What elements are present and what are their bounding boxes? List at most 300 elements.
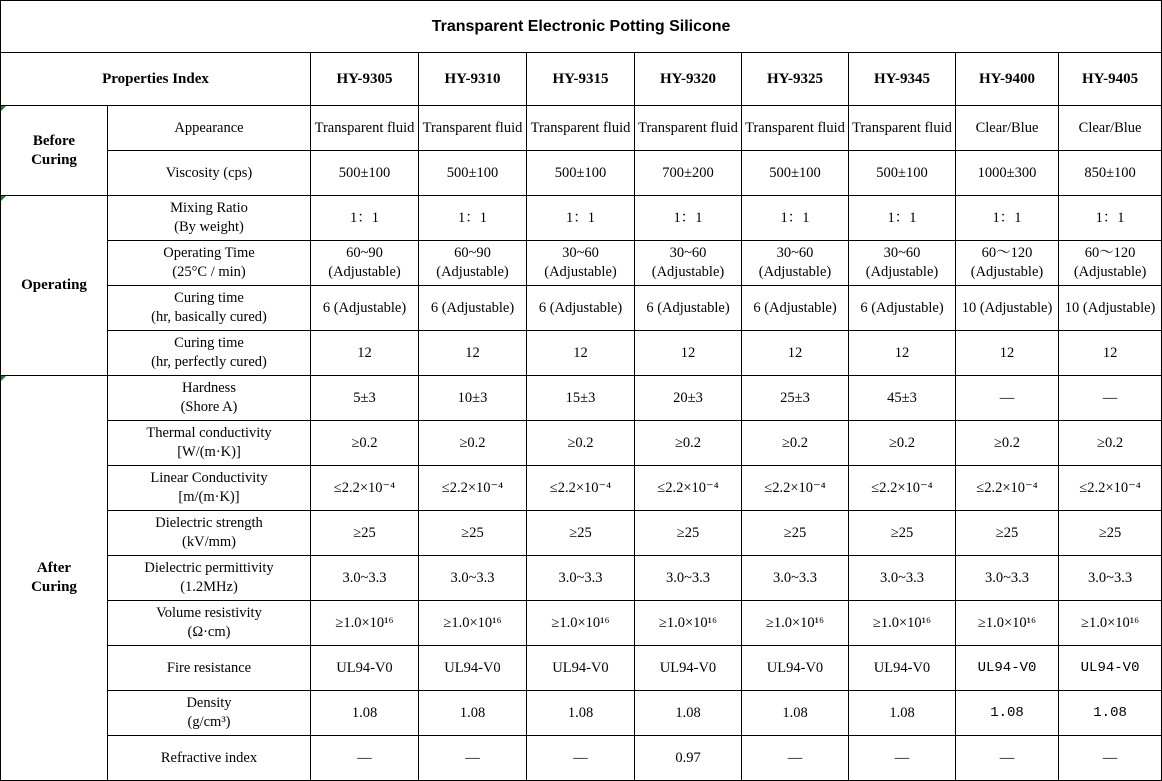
value-cell	[527, 556, 635, 601]
value-text: 500±100	[446, 164, 499, 181]
value-text: 850±100	[1084, 164, 1136, 181]
table-row	[1, 196, 1162, 241]
value-cell	[419, 331, 527, 376]
property-name: Operating Time	[163, 245, 255, 261]
value-text: ≥0.2	[1097, 434, 1124, 451]
property-label	[108, 106, 311, 151]
value-text: 1.08	[990, 704, 1024, 721]
property-name: Curing time	[174, 290, 244, 306]
property-name: Viscosity (cps)	[165, 164, 253, 181]
value-text: 500±100	[338, 164, 391, 181]
model-header: HY-9405	[1059, 53, 1162, 106]
value-text: —	[999, 749, 1015, 766]
value-text: 3.0~3.3	[772, 569, 818, 586]
value-text: (Adjustable)	[328, 264, 401, 280]
section-label: Before Curing	[1, 106, 108, 196]
value-cell	[527, 601, 635, 646]
value-text: 6 (Adjustable)	[753, 299, 837, 316]
value-cell	[849, 646, 956, 691]
property-label	[108, 511, 311, 556]
value-cell	[849, 421, 956, 466]
value-cell	[527, 241, 635, 286]
value-text: 3.0~3.3	[879, 569, 925, 586]
value-cell	[956, 106, 1059, 151]
value-text: 12	[894, 344, 910, 361]
header-row	[1, 53, 1162, 106]
value-cell	[419, 556, 527, 601]
value-text: 12	[357, 344, 372, 361]
value-cell	[311, 556, 419, 601]
value-cell	[635, 601, 742, 646]
value-text: 3.0~3.3	[558, 569, 603, 586]
value-cell	[527, 466, 635, 511]
value-text: ≥1.0×10¹⁶	[977, 614, 1037, 631]
value-cell	[419, 421, 527, 466]
value-cell	[956, 376, 1059, 421]
value-cell	[311, 646, 419, 691]
value-cell	[311, 286, 419, 331]
table-row	[1, 691, 1162, 736]
value-cell	[311, 466, 419, 511]
value-text: ≥25	[1098, 524, 1122, 541]
value-cell	[849, 511, 956, 556]
value-text: UL94-V0	[766, 659, 824, 676]
value-text: 60～120	[981, 245, 1033, 261]
value-text: Clear/Blue	[975, 119, 1039, 136]
value-cell	[635, 331, 742, 376]
property-name: Mixing Ratio	[170, 200, 248, 216]
value-cell	[311, 511, 419, 556]
value-cell	[956, 511, 1059, 556]
value-cell	[419, 376, 527, 421]
value-text: ≥1.0×10¹⁶	[551, 614, 610, 631]
value-cell	[635, 511, 742, 556]
value-text: —	[573, 749, 588, 766]
value-cell	[527, 331, 635, 376]
value-cell	[1059, 601, 1162, 646]
value-cell	[849, 331, 956, 376]
value-text: ≥25	[783, 524, 807, 541]
property-unit: [W/(m·K)]	[177, 444, 241, 460]
table-row	[1, 601, 1162, 646]
value-text: —	[357, 749, 372, 766]
property-label	[108, 376, 311, 421]
value-text: UL94-V0	[873, 659, 931, 676]
value-text: UL94-V0	[552, 659, 609, 676]
value-text: 60~90	[346, 245, 383, 261]
value-text: ≥1.0×10¹⁶	[765, 614, 825, 631]
value-text: 6 (Adjustable)	[860, 299, 944, 316]
model-header: HY-9320	[635, 53, 742, 106]
value-cell	[419, 691, 527, 736]
value-cell	[742, 151, 849, 196]
model-header: HY-9305	[311, 53, 419, 106]
value-text: 0.97	[675, 749, 701, 766]
value-cell	[635, 151, 742, 196]
value-cell	[635, 196, 742, 241]
value-text: —	[1102, 749, 1118, 766]
value-cell	[419, 601, 527, 646]
table-row	[1, 331, 1162, 376]
value-text: UL94-V0	[1080, 659, 1140, 676]
value-cell	[419, 736, 527, 781]
value-cell	[849, 241, 956, 286]
value-cell	[419, 646, 527, 691]
value-text: ≤2.2×10⁻⁴	[764, 479, 826, 496]
value-text: ≥1.0×10¹⁶	[443, 614, 502, 631]
value-text: 10 (Adjustable)	[961, 299, 1053, 316]
value-text: —	[894, 749, 910, 766]
value-text: 5±3	[353, 389, 376, 406]
value-text: 1：1	[887, 209, 917, 226]
value-cell	[1059, 331, 1162, 376]
value-cell	[311, 106, 419, 151]
value-text: —	[999, 389, 1015, 406]
value-cell	[849, 691, 956, 736]
value-text: (Adjustable)	[544, 264, 617, 280]
value-text: 6 (Adjustable)	[538, 299, 623, 316]
value-cell	[956, 736, 1059, 781]
value-text: 1.08	[459, 704, 486, 721]
property-name: Thermal conductivity	[146, 425, 272, 441]
table-row	[1, 556, 1162, 601]
value-text: 1.08	[675, 704, 701, 721]
value-cell	[419, 241, 527, 286]
value-text: 10±3	[457, 389, 488, 406]
value-cell	[419, 196, 527, 241]
value-text: 1.08	[782, 704, 808, 721]
value-text: (Adjustable)	[1073, 264, 1147, 280]
value-cell	[419, 151, 527, 196]
value-cell	[742, 556, 849, 601]
value-text: Transparent fluid	[745, 119, 845, 136]
value-cell	[527, 736, 635, 781]
value-text: ≥1.0×10¹⁶	[658, 614, 718, 631]
value-cell	[1059, 691, 1162, 736]
model-header: HY-9345	[849, 53, 956, 106]
value-cell	[849, 151, 956, 196]
value-cell	[527, 376, 635, 421]
value-text: ≥25	[890, 524, 914, 541]
value-text: 25±3	[780, 389, 810, 406]
value-cell	[956, 691, 1059, 736]
value-cell	[311, 241, 419, 286]
value-text: (Adjustable)	[865, 264, 939, 280]
value-text: 1000±300	[977, 164, 1037, 181]
value-cell	[635, 736, 742, 781]
table-row	[1, 511, 1162, 556]
table-row	[1, 466, 1162, 511]
property-label	[108, 646, 311, 691]
model-header: HY-9315	[527, 53, 635, 106]
value-text: 1：1	[992, 209, 1022, 226]
value-text: ≥1.0×10¹⁶	[1080, 614, 1140, 631]
value-text: UL94-V0	[659, 659, 717, 676]
value-cell	[1059, 511, 1162, 556]
value-cell	[419, 511, 527, 556]
table-row	[1, 106, 1162, 151]
value-text: ≥25	[461, 524, 484, 541]
table-row	[1, 646, 1162, 691]
property-name: Fire resistance	[166, 659, 252, 676]
value-cell	[527, 421, 635, 466]
value-cell	[742, 286, 849, 331]
property-unit: (Shore A)	[180, 399, 238, 415]
value-cell	[849, 376, 956, 421]
value-cell	[419, 466, 527, 511]
value-cell	[956, 601, 1059, 646]
property-label	[108, 556, 311, 601]
value-cell	[849, 556, 956, 601]
table-row	[1, 151, 1162, 196]
value-cell	[956, 286, 1059, 331]
value-text: (Adjustable)	[436, 264, 509, 280]
property-unit: (kV/mm)	[182, 534, 236, 550]
value-cell	[1059, 466, 1162, 511]
value-cell	[956, 466, 1059, 511]
section-label: Operating	[1, 196, 108, 376]
value-cell	[742, 466, 849, 511]
table-row	[1, 286, 1162, 331]
value-text: —	[787, 749, 803, 766]
value-cell	[956, 331, 1059, 376]
model-header: HY-9325	[742, 53, 849, 106]
value-cell	[956, 421, 1059, 466]
value-cell	[742, 511, 849, 556]
value-text: (Adjustable)	[970, 264, 1044, 280]
value-text: ≤2.2×10⁻⁴	[871, 479, 933, 496]
value-text: ≤2.2×10⁻⁴	[333, 479, 396, 496]
value-text: 1.08	[351, 704, 378, 721]
value-text: ≥0.2	[888, 434, 916, 451]
value-cell	[956, 241, 1059, 286]
property-name: Appearance	[174, 119, 244, 136]
property-label	[108, 601, 311, 646]
value-cell	[849, 466, 956, 511]
value-cell	[311, 691, 419, 736]
value-text: 10 (Adjustable)	[1064, 299, 1156, 316]
value-text: ≥25	[995, 524, 1019, 541]
property-unit: (By weight)	[174, 219, 244, 235]
model-header: HY-9400	[956, 53, 1059, 106]
value-cell	[527, 511, 635, 556]
property-label	[108, 196, 311, 241]
value-text: 3.0~3.3	[1088, 569, 1133, 586]
value-text: 500±100	[769, 164, 821, 181]
value-cell	[311, 601, 419, 646]
value-cell	[742, 241, 849, 286]
property-unit: (1.2MHz)	[180, 579, 238, 595]
value-cell	[1059, 241, 1162, 286]
value-cell	[311, 331, 419, 376]
properties-index-header: Properties Index	[1, 53, 311, 106]
property-name: Linear Conductivity	[150, 470, 268, 486]
value-text: Clear/Blue	[1078, 119, 1142, 136]
value-text: ≥0.2	[781, 434, 809, 451]
value-text: 15±3	[565, 389, 596, 406]
value-cell	[635, 556, 742, 601]
property-label	[108, 286, 311, 331]
value-text: 3.0~3.3	[984, 569, 1030, 586]
value-cell	[849, 736, 956, 781]
value-cell	[527, 151, 635, 196]
value-text: 45±3	[887, 389, 917, 406]
value-text: Transparent fluid	[530, 119, 631, 136]
value-text: UL94-V0	[336, 659, 393, 676]
value-text: (Adjustable)	[758, 264, 832, 280]
value-text: 500±100	[876, 164, 928, 181]
value-cell	[527, 286, 635, 331]
value-cell	[311, 421, 419, 466]
value-text: 3.0~3.3	[665, 569, 711, 586]
value-cell	[849, 286, 956, 331]
value-cell	[527, 646, 635, 691]
property-unit: [m/(m·K)]	[178, 489, 240, 505]
value-text: UL94-V0	[977, 659, 1037, 676]
value-cell	[956, 556, 1059, 601]
value-text: Transparent fluid	[422, 119, 523, 136]
value-text: ≤2.2×10⁻⁴	[976, 479, 1038, 496]
value-cell	[635, 646, 742, 691]
property-unit: (g/cm³)	[187, 714, 231, 730]
value-text: Transparent fluid	[852, 119, 952, 136]
value-cell	[742, 331, 849, 376]
value-cell	[635, 376, 742, 421]
property-label	[108, 151, 311, 196]
value-cell	[1059, 556, 1162, 601]
value-text: 12	[573, 344, 588, 361]
value-cell	[419, 106, 527, 151]
value-text: ≥0.2	[674, 434, 702, 451]
value-cell	[1059, 736, 1162, 781]
value-text: ≤2.2×10⁻⁴	[549, 479, 612, 496]
value-cell	[956, 646, 1059, 691]
value-cell	[527, 196, 635, 241]
value-cell	[635, 241, 742, 286]
value-cell	[956, 196, 1059, 241]
value-text: ≤2.2×10⁻⁴	[1079, 479, 1141, 496]
property-unit: (Ω·cm)	[187, 624, 231, 640]
value-cell	[311, 196, 419, 241]
property-unit: (hr, basically cured)	[151, 309, 267, 325]
value-text: 1.08	[567, 704, 594, 721]
value-cell	[527, 106, 635, 151]
property-name: Hardness	[182, 380, 236, 396]
value-cell	[742, 376, 849, 421]
value-text: 700±200	[662, 164, 714, 181]
value-text: Transparent fluid	[638, 119, 738, 136]
value-cell	[742, 106, 849, 151]
value-text: ≥0.2	[459, 434, 486, 451]
value-text: 1：1	[458, 209, 487, 226]
value-text: 6 (Adjustable)	[322, 299, 407, 316]
value-text: 6 (Adjustable)	[646, 299, 730, 316]
value-text: ≥25	[676, 524, 700, 541]
value-text: ≥25	[569, 524, 592, 541]
property-label	[108, 241, 311, 286]
value-text: 1：1	[1095, 209, 1125, 226]
value-text: 30~60	[669, 245, 707, 261]
value-text: 3.0~3.3	[342, 569, 387, 586]
value-cell	[635, 106, 742, 151]
property-name: Curing time	[174, 335, 244, 351]
value-text: ≤2.2×10⁻⁴	[657, 479, 719, 496]
value-cell	[742, 646, 849, 691]
value-text: ≥25	[353, 524, 376, 541]
property-label	[108, 736, 311, 781]
value-text: 12	[999, 344, 1015, 361]
value-cell	[311, 151, 419, 196]
property-name: Refractive index	[160, 749, 258, 766]
value-cell	[635, 466, 742, 511]
value-cell	[849, 106, 956, 151]
value-text: ≤2.2×10⁻⁴	[441, 479, 504, 496]
value-cell	[527, 691, 635, 736]
property-unit: (25°C / min)	[172, 264, 246, 280]
value-text: 60~90	[454, 245, 491, 261]
table-row	[1, 241, 1162, 286]
value-cell	[635, 421, 742, 466]
value-text: ≥0.2	[993, 434, 1021, 451]
value-text: ≥1.0×10¹⁶	[335, 614, 394, 631]
value-cell	[635, 286, 742, 331]
value-text: 20±3	[673, 389, 703, 406]
value-cell	[1059, 196, 1162, 241]
table-row	[1, 736, 1162, 781]
value-cell	[311, 376, 419, 421]
value-text: 30~60	[883, 245, 921, 261]
value-text: 30~60	[776, 245, 814, 261]
property-label	[108, 331, 311, 376]
value-text: 1：1	[673, 209, 703, 226]
property-name: Dielectric strength	[155, 515, 263, 531]
value-text: 1.08	[889, 704, 915, 721]
value-cell	[1059, 151, 1162, 196]
value-cell	[1059, 376, 1162, 421]
value-text: UL94-V0	[444, 659, 501, 676]
value-text: 3.0~3.3	[450, 569, 495, 586]
value-cell	[956, 151, 1059, 196]
value-text: ≥1.0×10¹⁶	[872, 614, 932, 631]
value-text: ≥0.2	[351, 434, 378, 451]
value-cell	[635, 691, 742, 736]
value-text: ≥0.2	[567, 434, 594, 451]
property-unit: (hr, perfectly cured)	[151, 354, 267, 370]
value-cell	[742, 736, 849, 781]
value-text: 1：1	[780, 209, 810, 226]
value-text: 1：1	[566, 209, 595, 226]
table-row	[1, 421, 1162, 466]
value-text: 12	[1102, 344, 1118, 361]
value-text: 1.08	[1093, 704, 1127, 721]
section-label: After Curing	[1, 376, 108, 781]
value-cell	[1059, 286, 1162, 331]
value-text: —	[1102, 389, 1118, 406]
value-text: 60～120	[1084, 245, 1136, 261]
value-text: 12	[465, 344, 480, 361]
value-cell	[311, 736, 419, 781]
value-cell	[742, 691, 849, 736]
value-cell	[419, 286, 527, 331]
table-title: Transparent Electronic Potting Silicone	[1, 1, 1162, 53]
value-cell	[849, 196, 956, 241]
value-cell	[1059, 646, 1162, 691]
property-name: Density	[186, 695, 232, 711]
value-text: 30~60	[562, 245, 599, 261]
property-label	[108, 466, 311, 511]
value-cell	[849, 601, 956, 646]
value-text: —	[465, 749, 480, 766]
